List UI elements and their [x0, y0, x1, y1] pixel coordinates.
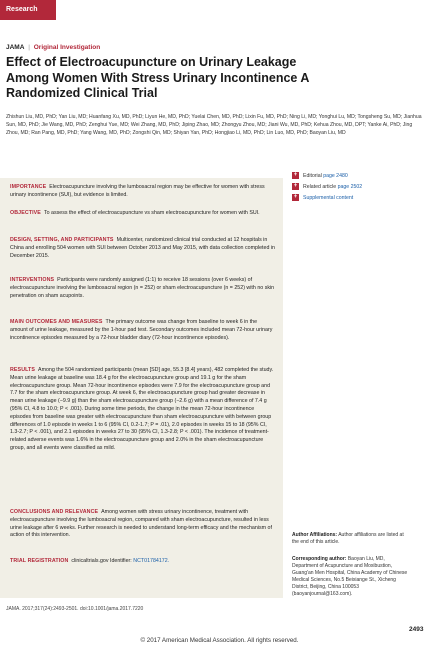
section-text: clinicaltrials.gov Identifier: [71, 558, 132, 564]
section-heading: OBJECTIVE [10, 210, 41, 216]
plus-icon: + [293, 194, 298, 200]
section-heading: DESIGN, SETTING, AND PARTICIPANTS [10, 237, 114, 243]
corresponding-heading: Corresponding author: [292, 556, 347, 562]
section-text: Among women with stress urinary incontinence, treatment with electroacupuncture involving the lumbosacral region, compared with sham electroacupuncture, resulted in less urine leakage after 6 weeks. Further research is needed to understand long-term efficacy and the mechanism of action of this intervention. [10, 509, 272, 539]
affiliations-heading: Author Affiliations: [292, 532, 338, 538]
section-heading: INTERVENTIONS [10, 277, 55, 283]
link-page: page 2502 [337, 183, 363, 190]
section-tab: Research [0, 0, 56, 20]
supplemental-content-link[interactable] [292, 192, 432, 203]
section-heading: RESULTS [10, 367, 36, 373]
abstract-conclusions [10, 509, 276, 540]
section-text: Electroacupuncture involving the lumbosacral region may be effective for women with stress urinary incontinence (SUI), but evidence is limited. [10, 184, 265, 198]
section-text: The primary outcome was change from baseline to week 6 in the amount of urine leakage, measured by the 1-hour pad test. Secondary outcomes included mean 72-hour urinary incontinence episodes measured by a 72-hour bladder diary (72-hour incontinence episodes). [10, 319, 273, 341]
section-text: Participants were randomly assigned (1:1) to receive 18 sessions (over 6 weeks) of electroacupuncture involving the lumbosacral region (n = 252) or sham electroacupuncture (n = 252) with no skin penetration on sham acupoints. [10, 277, 275, 299]
abstract-results [10, 367, 276, 453]
article-title: Effect of Electroacupuncture on Urinary Leakage Among Women With Stress Urinary Incontinence A Randomized Clinical Trial [6, 55, 309, 100]
link-page: page 2480 [323, 172, 348, 179]
journal-line [6, 44, 100, 51]
article-type: Original Investigation [33, 44, 101, 51]
corresponding-author [292, 556, 412, 598]
author-list: Zhishun Liu, MD, PhD; Yan Liu, MD; Huanfang Xu, MD, PhD; Liyun He, MD, PhD; Yuelai Chen, MD, PhD; Lixin Fu, MD, PhD; Ning Li, MD; Yonghui Lu, MD; Tongsheng Su, MD; Jianhua Sun, MD, PhD; Jie Wang, MD, PhD; Zenghui Yue, MD; Wei Zhang, MD, PhD; Jiping Zhao, MD; Zhongyu Zhou, MD; Jiani Wu, MD, PhD; Kehua Zhou, MD, DPT; Yanke Ai, PhD; Jing Zhou, MD; Ran Pang, MD, PhD; Yang Wang, MD, PhD; Zongshi Qin, MD; Shiyan Yan, PhD; Hongjiao Li, MD, PhD; Lin Luo, MD, PhD; Baoyan Liu, MD [6, 114, 422, 136]
section-text: Among the 504 randomized participants (mean [SD] age, 55.3 [8.4] years), 482 completed the study. Mean urine leakage at baseline was 18.4 g for the electroacupuncture group and 19.1 g for the sham electroacupuncture group. Mean 72-hour incontinence episodes were 7.9 for the electroacupuncture group and 7.7 for the sham electroacupuncture group. At week 6, the electroacupuncture group had greater decrease in mean urine leakage (−9.9 g) than the sham electroacupuncture group (−2.6 g) with a mean difference of 7.4 g (95% CI, 4.8 to 10.0; P < .001). During some time periods, the change in the mean 72-hour incontinence episodes from baseline was greater with electroacupuncture than sham electroacupuncture with between group differences of 1.0 episode in weeks 1 to 6 (95% CI, 0.2-1.7; P = .01), 2.0 episodes in weeks 15 to 18 (95% CI, 1.3-2.7; P < .001), and 2.1 episodes in weeks 27 to 30 (95% CI, 1.3-2.8; P < .001). The incidence of treatment-related adverse events was 1.6% in the electroacupuncture group and 2.0% in the sham electroacupuncture group, and all events were classified as mild. [10, 367, 274, 451]
section-heading: MAIN OUTCOMES AND MEASURES [10, 319, 103, 325]
section-text: To assess the effect of electroacupuncture vs sham electroacupuncture for women with SUI. [43, 210, 260, 216]
related-article-link[interactable] [292, 181, 432, 192]
abstract-objective [10, 210, 276, 218]
section-heading: TRIAL REGISTRATION [10, 558, 69, 564]
citation: JAMA. 2017;317(24):2493-2501. doi:10.1001/jama.2017.7220 [6, 606, 144, 612]
corresponding-text: Baoyan Liu, MD, Department of Acupuncture and Moxibustion, Guang'an Men Hospital, China Academy of Chinese Medical Sciences, No.5 Beixiange St., Xicheng District, Beijing, China 100053 (baoyanjournal@163.com). [292, 556, 408, 597]
abstract-importance [10, 184, 276, 200]
author-affiliations [292, 532, 412, 546]
link-label: Related article [303, 183, 337, 190]
copyright: © 2017 American Medical Association. All rights reserved. [140, 637, 299, 644]
trial-id-link[interactable]: NCT01784172. [133, 558, 170, 564]
plus-icon: + [293, 183, 298, 189]
abstract-box [0, 178, 283, 598]
journal-name: JAMA [6, 44, 25, 51]
link-label: Editorial [303, 172, 322, 179]
section-text: Multicenter, randomized clinical trial conducted at 12 hospitals in China and enrolling 504 women with SUI between October 2013 and May 2015, with data collection completed in December 2015. [10, 237, 276, 259]
abstract-design [10, 237, 276, 260]
section-heading: IMPORTANCE [10, 184, 47, 190]
link-label: Supplemental content [303, 194, 354, 201]
section-heading: CONCLUSIONS AND RELEVANCE [10, 509, 99, 515]
abstract-outcomes [10, 319, 276, 342]
abstract-registration [10, 558, 276, 566]
related-links [292, 170, 432, 203]
abstract-interventions [10, 277, 276, 300]
page-number: 2493 [409, 626, 424, 633]
editorial-link[interactable] [292, 170, 432, 181]
journal-separator: | [28, 44, 30, 51]
plus-icon: + [293, 172, 298, 178]
affiliations-text: Author affiliations are listed at the end of this article. [292, 532, 404, 545]
